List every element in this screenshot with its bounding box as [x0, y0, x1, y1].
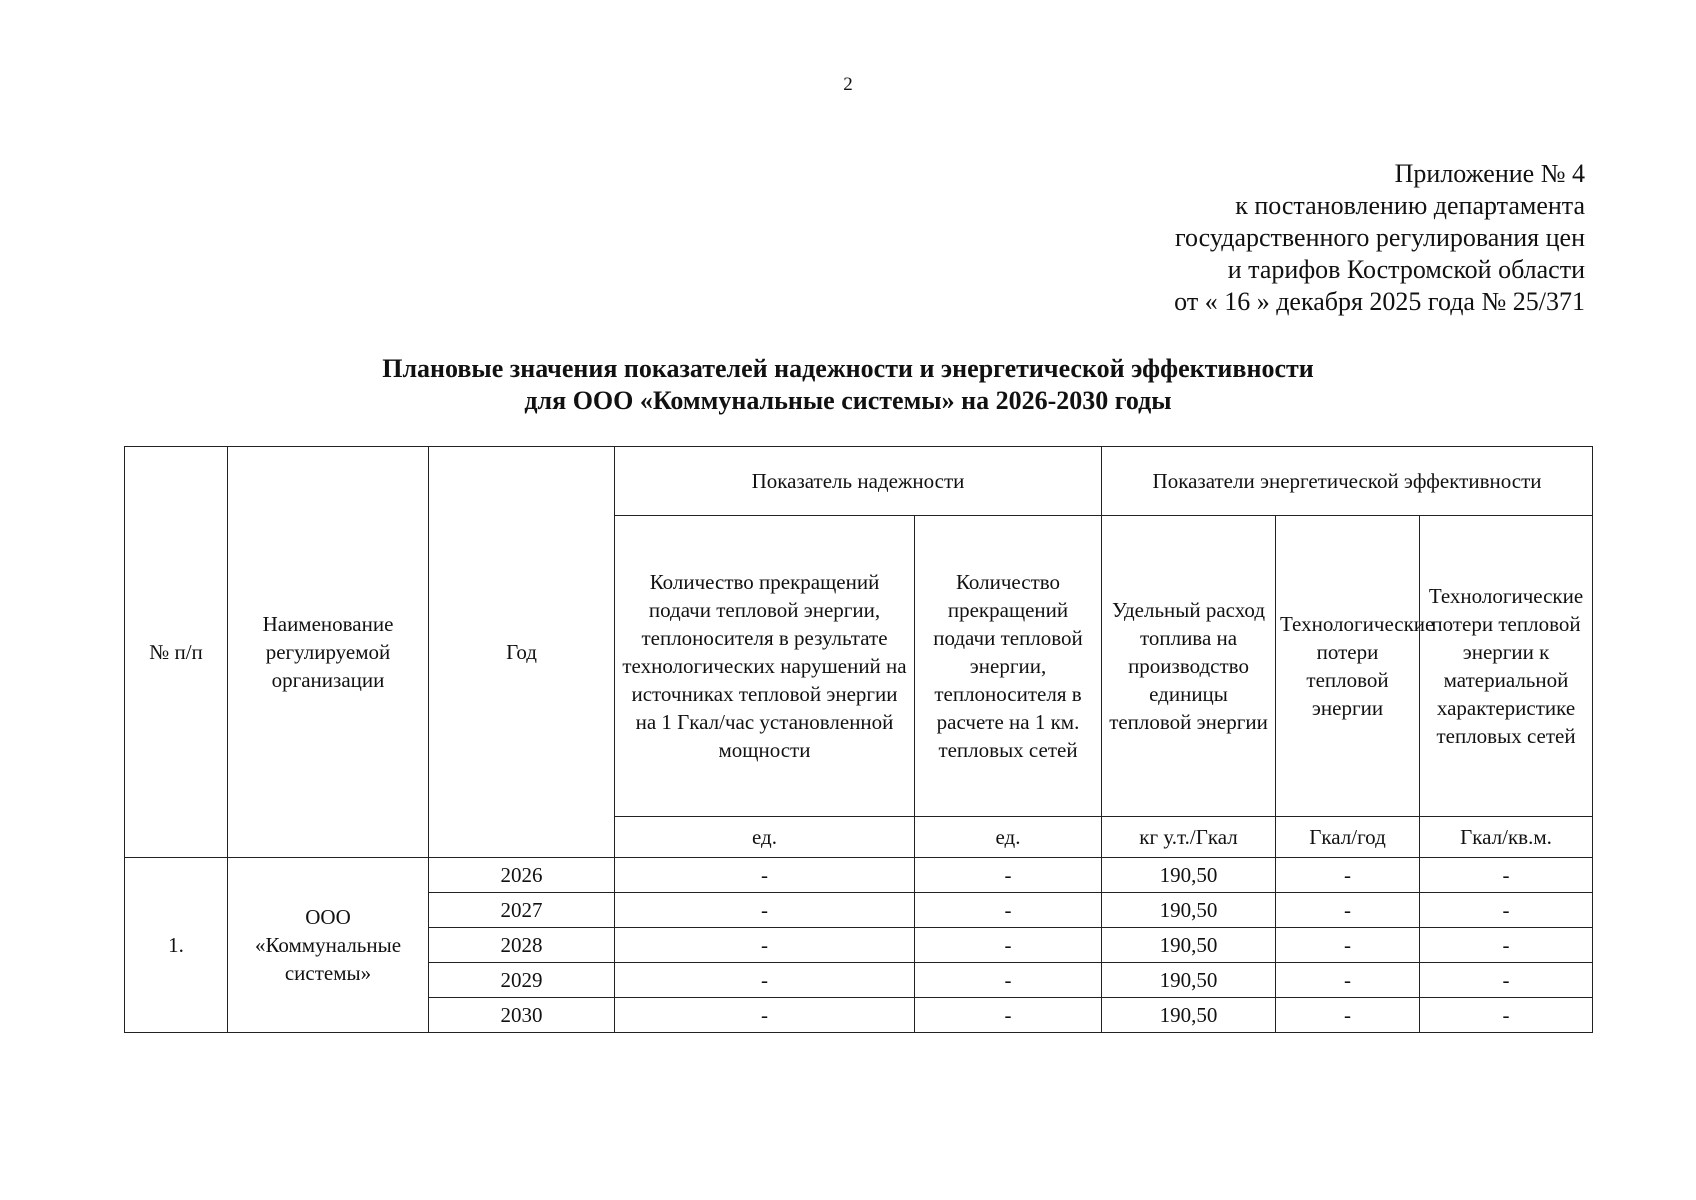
header-column-5: Технологические потери тепловой энергии к материальной характеристике тепловых сетей — [1420, 516, 1593, 817]
value-cell: 190,50 — [1102, 963, 1276, 998]
value-cell: 190,50 — [1102, 858, 1276, 893]
appendix-line: к постановлению департамента — [1235, 191, 1585, 220]
value-cell: - — [1276, 963, 1420, 998]
unit-column-1: ед. — [615, 817, 915, 858]
appendix-line: и тарифов Костромской области — [1227, 255, 1585, 284]
table-row — [125, 858, 1593, 893]
header-reliability-group: Показатель надежности — [615, 447, 1102, 516]
indicators-table — [124, 446, 1593, 1033]
value-cell: - — [1276, 858, 1420, 893]
value-cell: - — [615, 858, 915, 893]
document-title — [0, 353, 1696, 417]
header-column-2: Количество прекращений подачи тепловой энергии, теплоносителя в расчете на 1 км. тепловых сетей — [915, 516, 1102, 817]
unit-column-3: кг у.т./Гкал — [1102, 817, 1276, 858]
year-cell: 2030 — [429, 998, 615, 1033]
value-cell: 190,50 — [1102, 893, 1276, 928]
appendix-line: Приложение № 4 — [1394, 159, 1585, 188]
value-cell: - — [1420, 893, 1593, 928]
value-cell: - — [615, 998, 915, 1033]
value-cell: - — [615, 893, 915, 928]
year-cell: 2026 — [429, 858, 615, 893]
appendix-line: государственного регулирования цен — [1175, 223, 1585, 252]
value-cell: - — [1420, 928, 1593, 963]
entry-num: 1. — [125, 858, 228, 1033]
value-cell: - — [1420, 858, 1593, 893]
value-cell: - — [1276, 928, 1420, 963]
appendix-block — [1174, 158, 1585, 318]
title-line-1: Плановые значения показателей надежности и энергетической эффективности — [382, 354, 1314, 383]
header-year: Год — [429, 447, 615, 858]
value-cell: - — [1276, 893, 1420, 928]
year-cell: 2028 — [429, 928, 615, 963]
header-num: № п/п — [125, 447, 228, 858]
value-cell: - — [615, 963, 915, 998]
value-cell: - — [1276, 998, 1420, 1033]
year-cell: 2029 — [429, 963, 615, 998]
value-cell: - — [1420, 963, 1593, 998]
value-cell: 190,50 — [1102, 928, 1276, 963]
value-cell: - — [915, 858, 1102, 893]
value-cell: - — [915, 963, 1102, 998]
unit-column-2: ед. — [915, 817, 1102, 858]
value-cell: - — [915, 928, 1102, 963]
page-number: 2 — [843, 74, 853, 95]
value-cell: - — [1420, 998, 1593, 1033]
unit-column-5: Гкал/кв.м. — [1420, 817, 1593, 858]
value-cell: - — [915, 998, 1102, 1033]
entry-org: ООО «Коммунальные системы» — [228, 858, 429, 1033]
header-column-4: Технологические потери тепловой энергии — [1276, 516, 1420, 817]
value-cell: - — [615, 928, 915, 963]
header-efficiency-group: Показатели энергетической эффективности — [1102, 447, 1593, 516]
header-column-3: Удельный расход топлива на производство единицы тепловой энергии — [1102, 516, 1276, 817]
value-cell: 190,50 — [1102, 998, 1276, 1033]
header-org: Наименование регулируемой организации — [228, 447, 429, 858]
value-cell: - — [915, 893, 1102, 928]
header-column-1: Количество прекращений подачи тепловой энергии, теплоносителя в результате технологических нарушений на источниках тепловой энергии на 1 Гкал/час установленной мощности — [615, 516, 915, 817]
appendix-line: от « 16 » декабря 2025 года № 25/371 — [1174, 287, 1585, 316]
unit-column-4: Гкал/год — [1276, 817, 1420, 858]
year-cell: 2027 — [429, 893, 615, 928]
title-line-2: для ООО «Коммунальные системы» на 2026-2030 годы — [524, 386, 1172, 415]
